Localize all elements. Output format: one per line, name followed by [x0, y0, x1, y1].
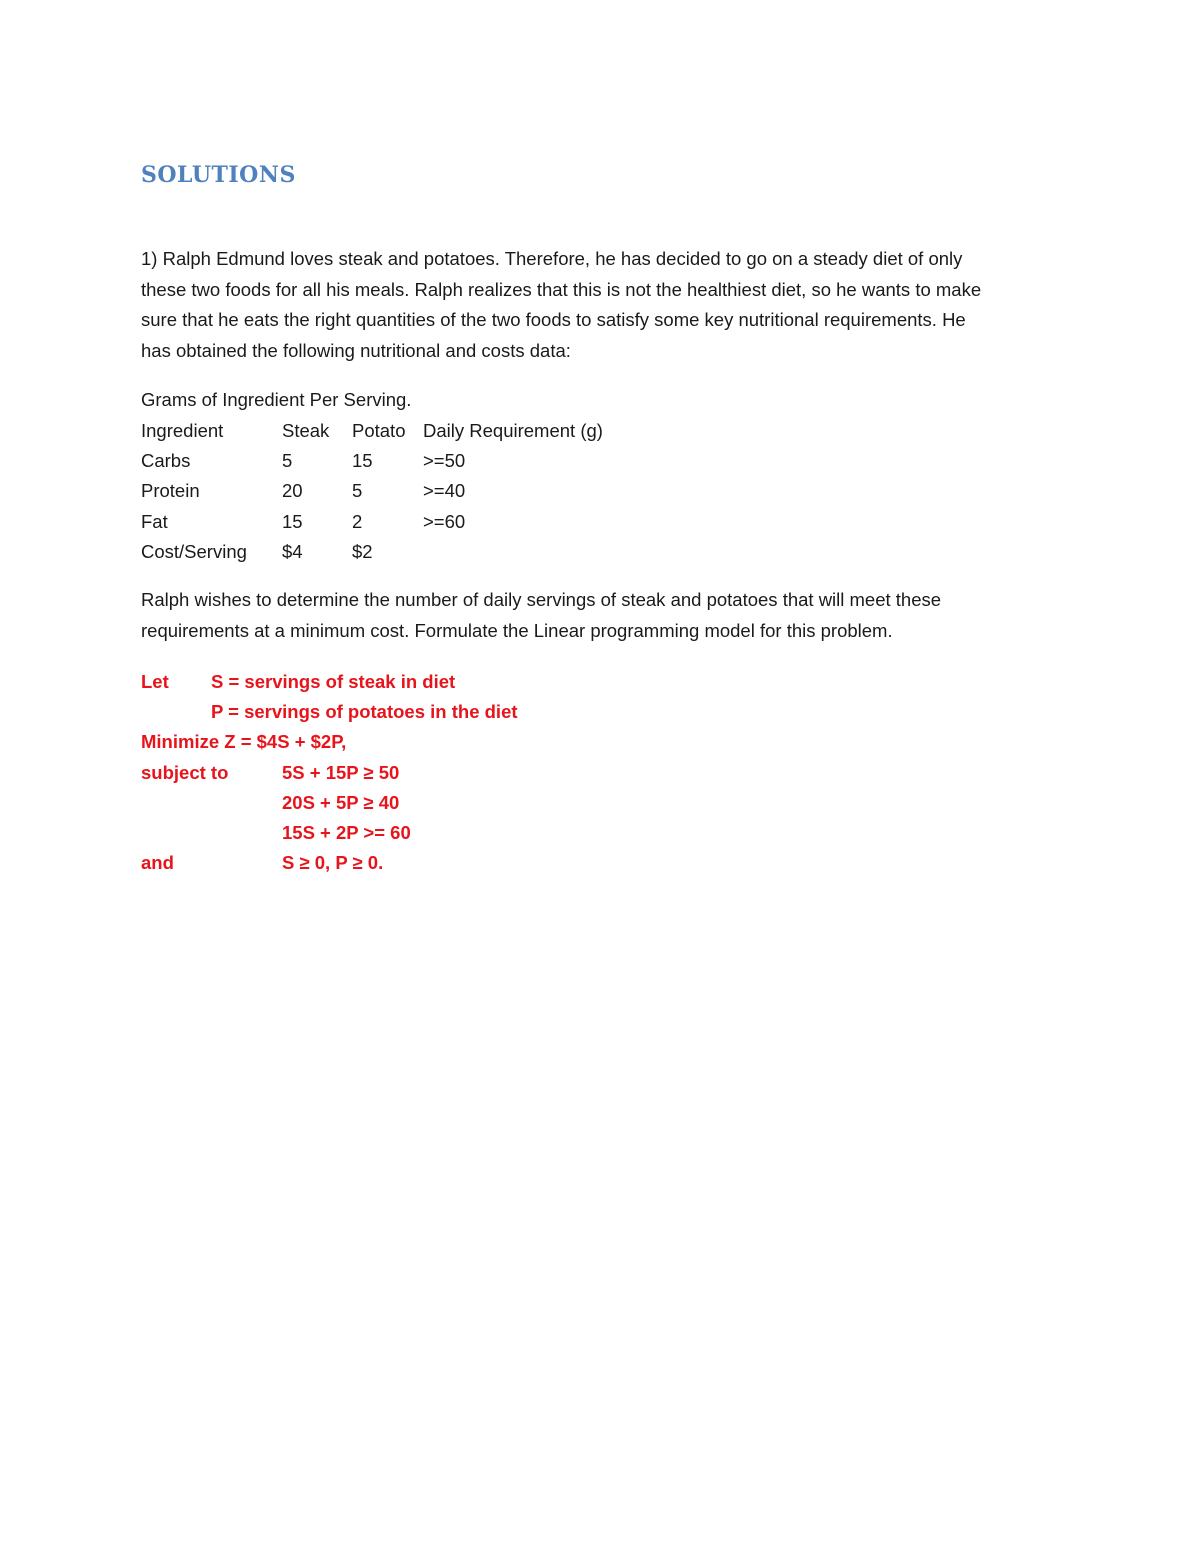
header-cell: Potato — [352, 420, 406, 441]
header-cell: Steak — [282, 420, 330, 441]
variable-p-definition: P = servings of potatoes in the diet — [211, 701, 518, 723]
table-cell: Cost/Serving — [141, 540, 247, 562]
page-heading: SOLUTIONS — [141, 162, 296, 188]
constraint-protein: 20S + 5P ≥ 40 — [282, 791, 400, 813]
problem-line: sure that he eats the right quantities of the two foods to satisfy some key nutritional requirements. He — [141, 309, 966, 330]
problem-line: these two foods for all his meals. Ralph realizes that this is not the healthiest diet, so he wants to make — [141, 278, 982, 300]
nonnegativity-constraint: S ≥ 0, P ≥ 0. — [282, 852, 384, 874]
table-cell: 5 — [352, 480, 363, 502]
table-cell: Carbs — [141, 450, 191, 472]
table-cell: >=40 — [423, 480, 466, 502]
table-cell: 5 — [282, 450, 293, 472]
problem-line: 1) Ralph Edmund loves steak and potatoes. Therefore, he has decided to go on a steady diet of only — [141, 248, 963, 269]
table-cell: >=60 — [423, 510, 466, 532]
objective-function: Minimize Z = $4S + $2P, — [141, 731, 347, 753]
table-cell: Protein — [141, 480, 200, 502]
problem-statement — [141, 244, 1061, 366]
constraint-carbs: 5S + 15P ≥ 50 — [282, 761, 400, 783]
let-label: Let — [141, 671, 169, 692]
variable-s-definition: S = servings of steak in diet — [211, 671, 456, 692]
header-cell: Daily Requirement (g) — [423, 420, 603, 441]
question-line: Ralph wishes to determine the number of daily servings of steak and potatoes that will meet these — [141, 589, 942, 610]
subject-to-label: subject to — [141, 761, 229, 783]
table-cell: $2 — [352, 540, 373, 562]
question-line: requirements at a minimum cost. Formulate the Linear programming model for this problem. — [141, 619, 893, 641]
table-cell: >=50 — [423, 450, 466, 472]
table-cell: 15 — [352, 450, 373, 472]
table-cell: 15 — [282, 510, 303, 532]
header-cell: Ingredient — [141, 420, 224, 441]
problem-line: has obtained the following nutritional and costs data: — [141, 339, 571, 361]
constraint-fat: 15S + 2P >= 60 — [282, 821, 411, 843]
table-cell: Fat — [141, 510, 168, 532]
and-label: and — [141, 852, 174, 874]
table-cell: 2 — [352, 510, 363, 532]
table-cell: $4 — [282, 540, 303, 562]
table-cell: 20 — [282, 480, 303, 502]
question-statement — [141, 585, 1061, 646]
table-title: Grams of Ingredient Per Serving. — [141, 389, 412, 410]
